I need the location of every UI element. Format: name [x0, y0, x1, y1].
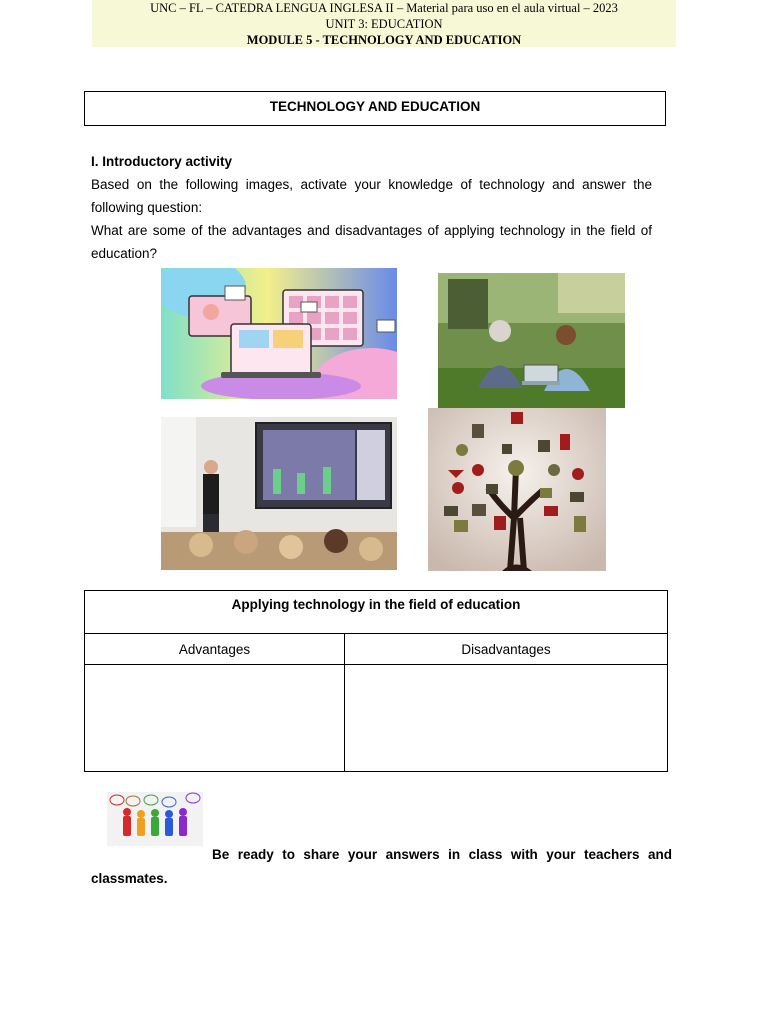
- document-header: [92, 0, 676, 47]
- disadvantages-answer-cell[interactable]: [344, 665, 667, 772]
- column-header-advantages: Advantages: [85, 634, 345, 665]
- classroom-image: [161, 417, 397, 570]
- page-title: TECHNOLOGY AND EDUCATION: [84, 91, 666, 126]
- table-caption: Applying technology in the field of education: [85, 591, 668, 634]
- instruction-paragraph: Based on the following images, activate your knowledge of technology and answer the following question:: [91, 177, 652, 215]
- introductory-activity: [91, 150, 652, 265]
- header-line-2: UNIT 3: EDUCATION: [325, 17, 443, 31]
- column-header-disadvantages: Disadvantages: [344, 634, 667, 665]
- advantages-disadvantages-table: [84, 590, 668, 772]
- video-conference-image: [161, 268, 397, 399]
- advantages-answer-cell[interactable]: [85, 665, 345, 772]
- section-heading: I. Introductory activity: [91, 154, 233, 169]
- couple-laptop-image: [438, 273, 625, 408]
- closing-instruction: Be ready to share your answers in class with your teachers and classmates.: [91, 846, 672, 886]
- question-paragraph: What are some of the advantages and disadvantages of applying technology in the field of education?: [91, 223, 652, 261]
- header-line-1: UNC – FL – CATEDRA LENGUA INGLESA II – Material para uso en el aula virtual – 2023: [150, 1, 618, 15]
- people-speech-bubbles-icon: [107, 792, 203, 846]
- technology-tree-image: [428, 408, 606, 571]
- header-line-3: MODULE 5 - TECHNOLOGY AND EDUCATION: [246, 33, 522, 47]
